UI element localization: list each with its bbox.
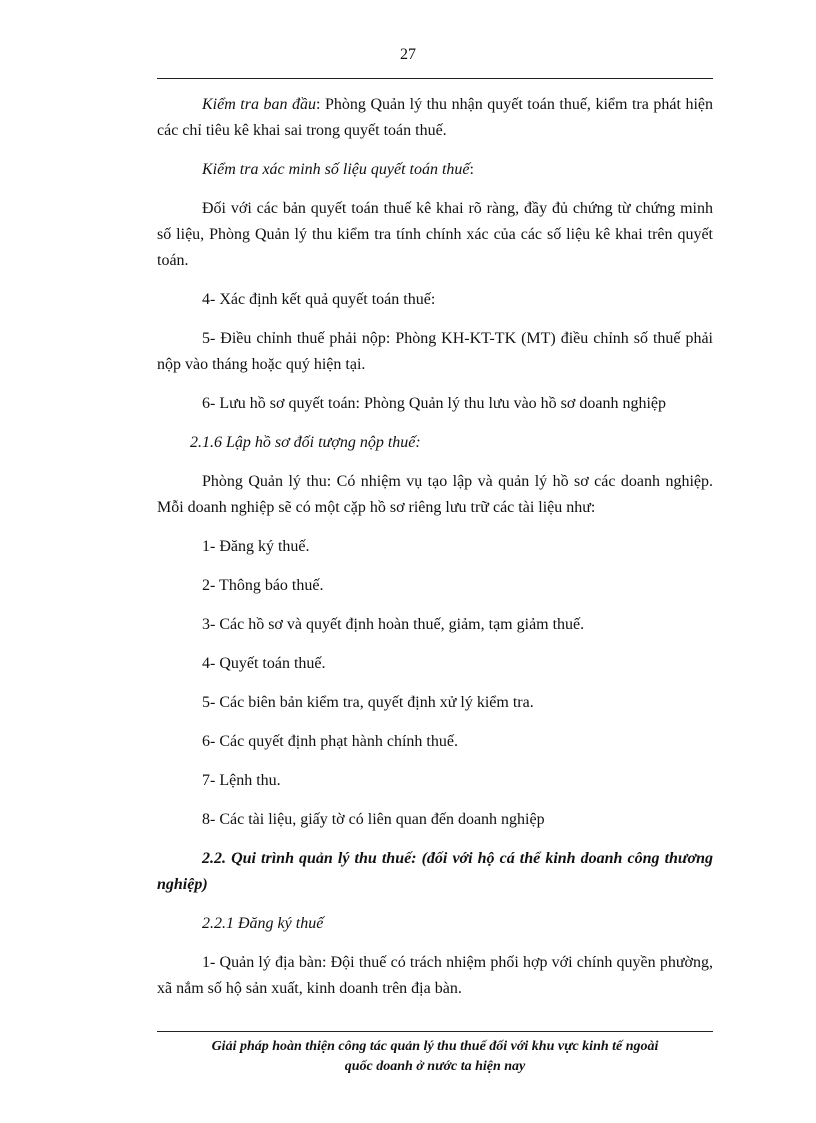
list-item: 8- Các tài liệu, giấy tờ có liên quan đến doanh nghiệp	[202, 811, 545, 828]
paragraph-verify-body: Đối với các bản quyết toán thuế kê khai rõ ràng, đầy đủ chứng từ chứng minh số liệu, Phòng Quản lý thu kiểm tra tính chính xác của các số liệu kê khai trên quyết toán.	[157, 200, 713, 269]
page-number: 27	[400, 46, 416, 63]
section-heading-2-1-6: 2.1.6 Lập hồ sơ đối tượng nộp thuế:	[190, 434, 421, 451]
paragraph-verify-heading: Kiểm tra xác minh số liệu quyết toán thuế:	[202, 161, 474, 178]
list-item: 5- Các biên bản kiểm tra, quyết định xử lý kiểm tra.	[202, 694, 534, 711]
running-footer	[157, 1037, 713, 1077]
footer-rule	[157, 1031, 713, 1032]
term-initial-check: Kiểm tra ban đầu	[202, 96, 317, 113]
list-item: 7- Lệnh thu.	[202, 772, 281, 789]
list-item: 1- Quản lý địa bàn: Đội thuế có trách nhiệm phối hợp với chính quyền phường, xã nắm số hộ sản xuất, kinh doanh trên địa bàn.	[157, 954, 713, 997]
list-item: 1- Đăng ký thuế.	[202, 538, 310, 555]
list-item: 4- Xác định kết quả quyết toán thuế:	[202, 291, 436, 308]
page-body	[157, 92, 713, 1015]
term-verify-data: Kiểm tra xác minh số liệu quyết toán thuế	[202, 161, 470, 178]
list-item: 3- Các hồ sơ và quyết định hoàn thuế, giảm, tạm giảm thuế.	[202, 616, 585, 633]
list-item: 4- Quyết toán thuế.	[202, 655, 326, 672]
list-item: 2- Thông báo thuế.	[202, 577, 324, 594]
section-heading-2-2: 2.2. Qui trình quản lý thu thuế: (đối với hộ cá thể kinh doanh công thương nghiệp)	[157, 850, 713, 893]
list-item: 6- Các quyết định phạt hành chính thuế.	[202, 733, 458, 750]
list-item: 6- Lưu hồ sơ quyết toán: Phòng Quản lý thu lưu vào hồ sơ doanh nghiệp	[202, 395, 666, 412]
section-heading-2-2-1: 2.2.1 Đăng ký thuế	[202, 915, 324, 932]
list-item: 5- Điều chỉnh thuế phải nộp: Phòng KH-KT-TK (MT) điều chỉnh số thuế phải nộp vào tháng hoặc quý hiện tại.	[157, 330, 713, 373]
footer-line-1: Giải pháp hoàn thiện công tác quản lý thu thuế đối với khu vực kinh tế ngoài	[211, 1039, 659, 1054]
footer-line-2: quốc doanh ở nước ta hiện nay	[344, 1059, 526, 1074]
header-rule	[157, 78, 713, 79]
paragraph-initial-check: Kiểm tra ban đầu: Phòng Quản lý thu nhận quyết toán thuế, kiểm tra phát hiện các chỉ tiêu kê khai sai trong quyết toán thuế.	[157, 96, 714, 139]
paragraph-records: Phòng Quản lý thu: Có nhiệm vụ tạo lập và quản lý hồ sơ các doanh nghiệp. Mỗi doanh nghiệp sẽ có một cặp hồ sơ riêng lưu trữ các tài liệu như:	[157, 473, 713, 516]
